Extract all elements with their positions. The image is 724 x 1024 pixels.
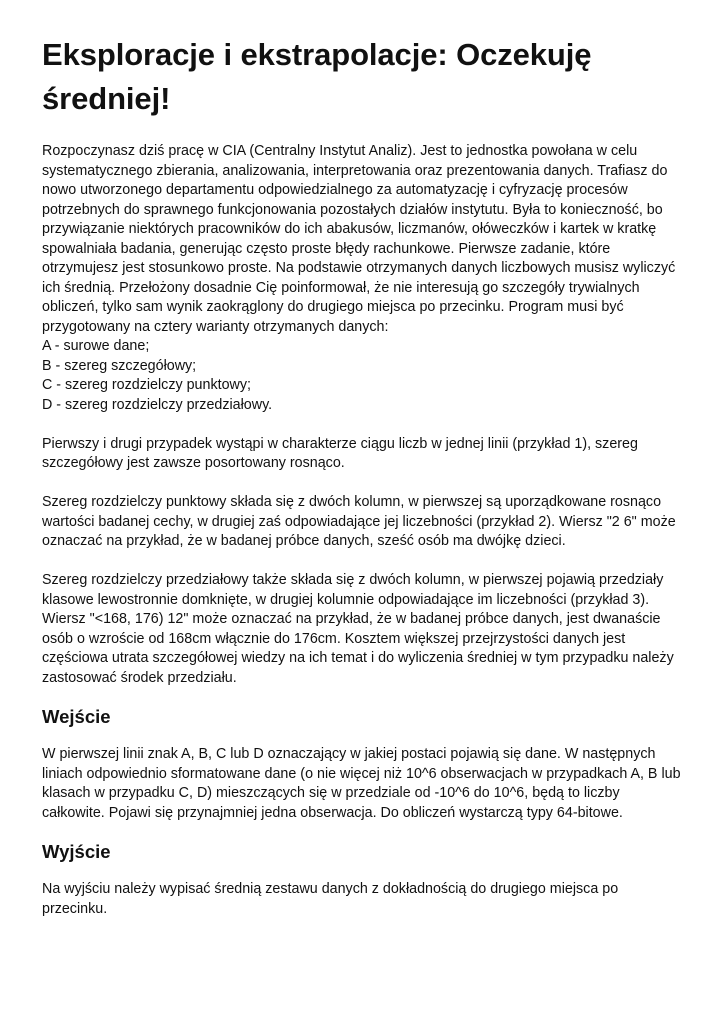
paragraph-case-c: Szereg rozdzielczy punktowy składa się z dwóch kolumn, w pierwszej są uporządkowane rosnąco wartości badanej cechy, w drugiej zaś odpowiadające jej liczebności (przykład 2). Wiersz "2 6" może oznaczać na przykład, że w badanej próbce danych, sześć osób ma dwójkę dzieci. [42, 494, 676, 549]
variant-b: B - szereg szczegółowy; [42, 357, 197, 374]
variant-a: A - surowe dane; [42, 338, 150, 354]
input-heading: Wejście [42, 706, 111, 727]
document-page [42, 0, 682, 919]
variant-d: D - szereg rozdzielczy przedziałowy. [42, 396, 273, 413]
intro-paragraph [42, 142, 682, 415]
variant-c: C - szereg rozdzielczy punktowy; [42, 377, 251, 393]
paragraph-case-d: Szereg rozdzielczy przedziałowy także składa się z dwóch kolumn, w pierwszej pojawią przedziały klasowe lewostronnie domknięte, w drugiej kolumnie odpowiadające im liczebności (przykład 3). Wiersz "<168, 176) 12" może oznaczać na przykład, że w badanej próbce danych, jest dwanaście osób o wzroście od 168cm włącznie do 176cm. Kosztem większej przejrzystości danych jest częściowa utrata szczegółowej wiedzy na ich temat i do wyliczenia średniej w tym przypadku należy zastosować środek przedziału. [42, 572, 674, 686]
output-heading: Wyjście [42, 841, 111, 862]
intro-text: Rozpoczynasz dziś pracę w CIA (Centralny Instytut Analiz). Jest to jednostka powołana w celu systematycznego zbierania, analizowania, interpretowania oraz prezentowania danych. Trafiasz do nowo utworzonego departamentu odpowiedzialnego za automatyzację i cyfryzację procesów potrzebnych do sprawnego funkcjonowania pozostałych działów instytutu. Była to konieczność, bo przywiązanie niektórych pracowników do ich abakusów, liczmanów, ołóweczków i kartek w kratkę spowalniała badania, generując często proste błędy rachunkowe. Pierwsze zadanie, które otrzymujesz jest stosunkowo proste. Na podstawie otrzymanych danych liczbowych musisz wyliczyć ich średnią. Przełożony dosadnie Cię poinformował, że nie interesują go szczegóły trywialnych obliczeń, tylko sam wynik zaokrąglony do drugiego miejsca po przecinku. Program musi być przygotowany na cztery warianty otrzymanych danych: [42, 143, 676, 335]
paragraph-cases-a-b: Pierwszy i drugi przypadek wystąpi w charakterze ciągu liczb w jednej linii (przykład 1), szereg szczegółowy jest zawsze posortowany rosnąco. [42, 435, 638, 471]
output-description: Na wyjściu należy wypisać średnią zestawu danych z dokładnością do drugiego miejsca po przecinku. [42, 881, 619, 917]
input-description: W pierwszej linii znak A, B, C lub D oznaczający w jakiej postaci pojawią się dane. W następnych liniach odpowiednio sformatowane dane (o nie więcej niż 10^6 obserwacjach w przypadkach A, B lub klasach w przypadku C, D) mieszczących się w przedziale od -10^6 do 10^6, będą to liczby całkowite. Pojawi się przynajmniej jedna obserwacja. Do obliczeń wystarczą typy 64-bitowe. [42, 746, 681, 821]
page-title: Eksploracje i ekstrapolacje: Oczekuję średniej! [42, 37, 592, 116]
